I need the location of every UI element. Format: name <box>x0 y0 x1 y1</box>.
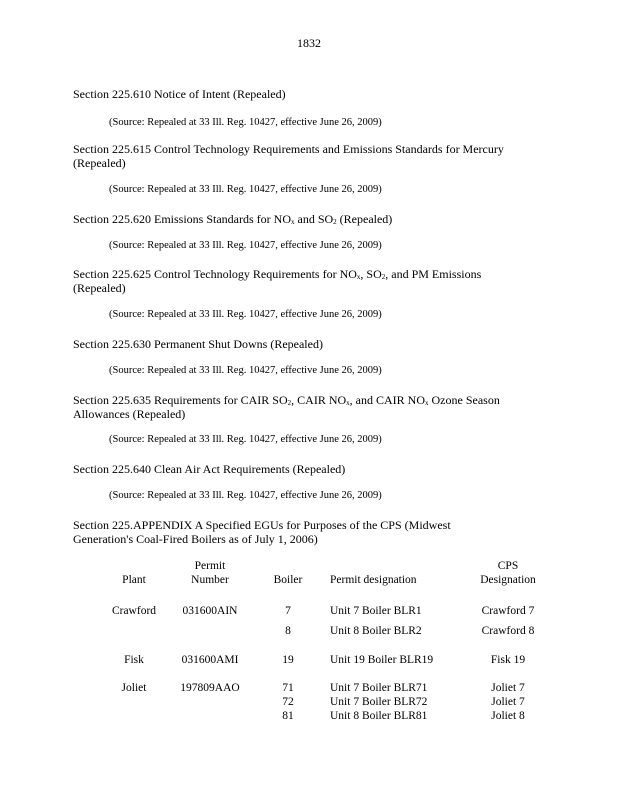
section-source-635: (Source: Repealed at 33 Ill. Reg. 10427, effective June 26, 2009) <box>109 434 382 445</box>
section-source-615: (Source: Repealed at 33 Ill. Reg. 10427, effective June 26, 2009) <box>109 184 382 195</box>
table-cell-plant: Joliet <box>121 682 147 694</box>
col-header-plant: Plant <box>122 574 146 586</box>
table-cell-designation: Unit 7 Boiler BLR72 <box>330 696 428 708</box>
table-cell-cps: Crawford 7 <box>481 605 535 617</box>
page-number: 1832 <box>297 36 321 50</box>
table-cell-boiler: 81 <box>282 710 294 722</box>
table-cell-permit: 197809AAO <box>180 682 240 694</box>
col-header-boiler: Boiler <box>273 574 303 586</box>
table-cell-boiler: 72 <box>282 696 294 708</box>
appendix-heading <box>73 518 573 546</box>
table-cell-cps: Joliet 8 <box>491 710 525 722</box>
section-heading-630: Section 225.630 Permanent Shut Downs (Repealed) <box>73 337 323 351</box>
heading-line-1: Section 225.635 Requirements for CAIR $SO_2$, CAIR $NO_x$, and CAIR $NO_x$ Ozone Season <box>73 393 500 407</box>
section-heading-620: Section 225.620 Emissions Standards for $NO_x$ and $SO_2$ (Repealed) <box>73 212 393 226</box>
heading-line-2: Generation's Coal-Fired Boilers as of July 1, 2006) <box>73 532 318 546</box>
section-source-640: (Source: Repealed at 33 Ill. Reg. 10427, effective June 26, 2009) <box>109 490 382 501</box>
section-heading-640: Section 225.640 Clean Air Act Requirements (Repealed) <box>73 462 346 476</box>
section-source-620: (Source: Repealed at 33 Ill. Reg. 10427, effective June 26, 2009) <box>109 240 382 251</box>
table-cell-boiler: 8 <box>285 625 291 637</box>
table-cell-permit: 031600AMI <box>181 654 239 666</box>
section-heading-635 <box>73 393 573 421</box>
heading-line-2: (Repealed) <box>73 156 126 170</box>
section-source-610: (Source: Repealed at 33 Ill. Reg. 10427, effective June 26, 2009) <box>109 117 382 128</box>
heading-line-1: Section 225.615 Control Technology Requirements and Emissions Standards for Mercury <box>73 142 504 156</box>
table-cell-cps: Crawford 8 <box>481 625 535 637</box>
col-header-permit-designation: Permit designation <box>330 574 417 586</box>
col-header-cps-designation: CPS Designation <box>480 560 536 586</box>
table-cell-boiler: 71 <box>282 682 294 694</box>
heading-line-1: Section 225.625 Control Technology Requirements for $NO_x$, $SO_2$, and PM Emissions <box>73 267 482 281</box>
table-cell-plant: Crawford <box>111 605 157 617</box>
table-cell-cps: Fisk 19 <box>490 654 526 666</box>
table-cell-boiler: 19 <box>282 654 294 666</box>
table-cell-designation: Unit 19 Boiler BLR19 <box>330 654 434 666</box>
table-cell-boiler: 7 <box>285 605 291 617</box>
table-cell-designation: Unit 7 Boiler BLR71 <box>330 682 428 694</box>
section-heading-615 <box>73 142 573 170</box>
table-cell-cps: Joliet 7 <box>491 682 525 694</box>
heading-line-2: Allowances (Repealed) <box>73 407 186 421</box>
table-cell-plant: Fisk <box>124 654 144 666</box>
table-cell-cps: Joliet 7 <box>491 696 525 708</box>
table-cell-designation: Unit 8 Boiler BLR81 <box>330 710 428 722</box>
section-heading-610: Section 225.610 Notice of Intent (Repealed) <box>73 87 286 101</box>
section-source-625: (Source: Repealed at 33 Ill. Reg. 10427, effective June 26, 2009) <box>109 309 382 320</box>
section-source-630: (Source: Repealed at 33 Ill. Reg. 10427, effective June 26, 2009) <box>109 365 382 376</box>
col-header-permit: Permit Number <box>191 560 229 586</box>
heading-line-1: Section 225.APPENDIX A Specified EGUs for Purposes of the CPS (Midwest <box>73 518 451 532</box>
table-cell-designation: Unit 8 Boiler BLR2 <box>330 625 422 637</box>
heading-line-2: (Repealed) <box>73 281 126 295</box>
section-heading-625 <box>73 267 573 295</box>
table-cell-permit: 031600AIN <box>182 605 238 617</box>
table-cell-designation: Unit 7 Boiler BLR1 <box>330 605 422 617</box>
